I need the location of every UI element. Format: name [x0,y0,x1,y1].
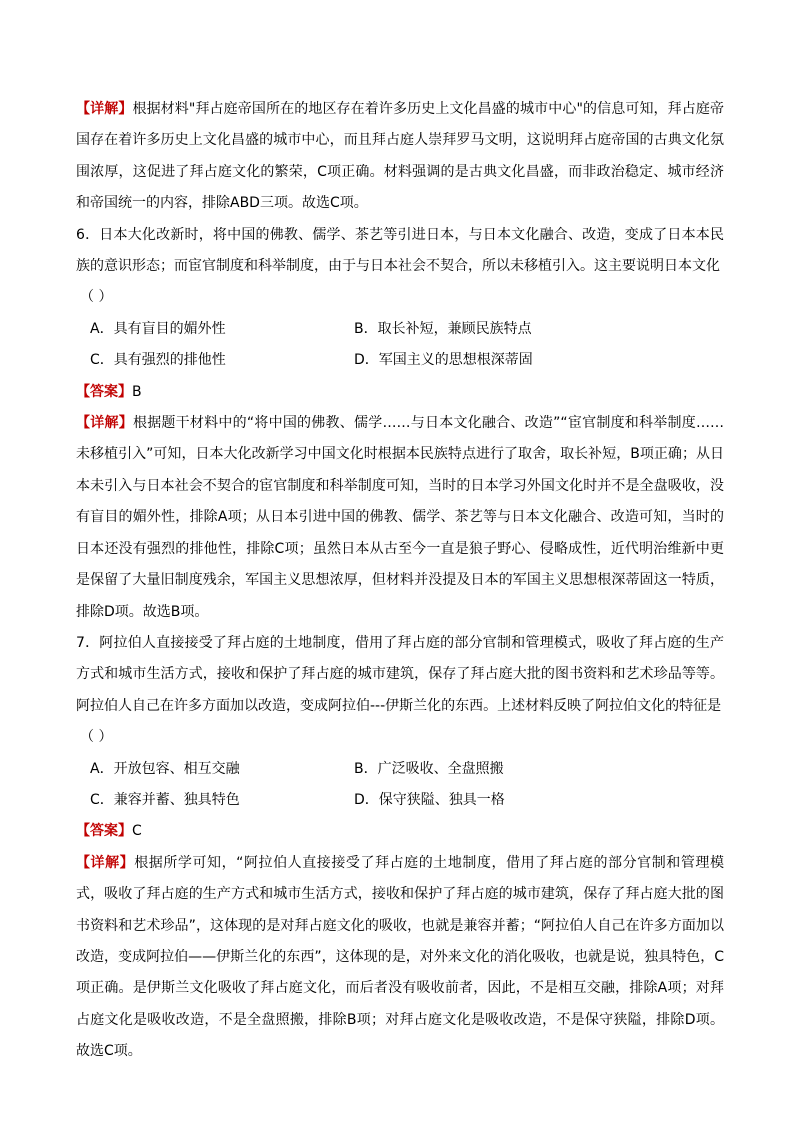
q6-stem: 6．日本大化改新时，将中国的佛教、儒学、茶艺等引进日本，与日本文化融合、改造，变成了日本本民族的意识形态；而宦官制度和科举制度，由于与日本社会不契合，所以未移植引入。这主要说明日本文化 [76,226,724,275]
answer-label: 【答案】 [76,383,132,400]
q5-explanation-paragraph [76,94,724,220]
detail-label: 【详解】 [76,854,135,871]
q7-option-b: B．广泛吸收、全盘照搬 [354,760,504,777]
q6-answer-line [76,377,724,408]
q7-option-c: C．兼容并蓄、独具特色 [90,791,240,808]
q7-option-d: D．保守狭隘、独具一格 [354,791,505,808]
q6-answer-blank: （ ） [80,289,113,306]
q6-explanation-text: 根据题干材料中的“将中国的佛教、儒学……与日本文化融合、改造”“宦官制度和科举制度……未移植引入”可知，日本大化改新学习中国文化时根据本民族特点进行了取舍，取长补短，B项正确；从日本未引入与日本社会不契合的宦官制度和科举制度可知，当时的日本学习外国文化时并不是全盘吸收，没有盲目的媚外性，排除A项；从日本引进中国的佛教、儒学、茶艺等与日本文化融合、改造可知，当时的日本还没有强烈的排他性，排除C项；虽然日本从古至今一直是狼子野心、侵略成性，近代明治维新中更是保留了大量旧制度残余，军国主义思想浓厚，但材料并没提及日本的军国主义思想根深蒂固这一特质，排除D项。故选B项。 [76,415,724,620]
q5-explanation-text: 根据材料"拜占庭帝国所在的地区存在着许多历史上文化昌盛的城市中心"的信息可知，拜占庭帝国存在着许多历史上文化昌盛的城市中心，而且拜占庭人崇拜罗马文明，这说明拜占庭帝国的古典文化氛围浓厚，这促进了拜占庭文化的繁荣，C项正确。材料强调的是古典文化昌盛，而非政治稳定、城市经济和帝国统一的内容，排除ABD三项。故选C项。 [76,101,724,212]
q7-explanation-paragraph [76,848,724,1068]
q6-option-a: A．具有盲目的媚外性 [90,320,226,337]
document-content [76,94,724,1068]
q7-answer-line [76,816,724,847]
answer-label: 【答案】 [76,823,132,840]
q6-options [76,314,724,377]
q6-option-d: D．军国主义的思想根深蒂固 [354,352,533,369]
q7-stem: 7．阿拉伯人直接接受了拜占庭的土地制度，借用了拜占庭的部分官制和管理模式，吸收了拜占庭的生产方式和城市生活方式，接收和保护了拜占庭的城市建筑，保存了拜占庭大批的图书资料和艺术珍品等等。阿拉伯人自己在许多方面加以改造，变成阿拉伯---伊斯兰化的东西。上述材料反映了阿拉伯文化的特征是 [76,634,724,714]
q6-option-c: C．具有强烈的排他性 [90,352,226,369]
detail-label: 【详解】 [76,101,133,117]
q6-answer-value: B [132,383,142,400]
q7-explanation-text: 根据所学可知，“阿拉伯人直接接受了拜占庭的土地制度，借用了拜占庭的部分官制和管理模式，吸收了拜占庭的生产方式和城市生活方式，接收和保护了拜占庭的城市建筑，保存了拜占庭大批的图书资料和艺术珍品”，这体现的是对拜占庭文化的吸收，也就是兼容并蓄；“阿拉伯人自己在许多方面加以改造，变成阿拉伯——伊斯兰化的东西”，这体现的是，对外来文化的消化吸收，也就是说，独具特色，C项正确。是伊斯兰文化吸收了拜占庭文化，而后者没有吸收前者，因此，不是相互交融，排除A项；对拜占庭文化是吸收改造，不是全盘照搬，排除B项；对拜占庭文化是吸收改造，不是保守狭隘，排除D项。故选C项。 [76,854,724,1060]
detail-label: 【详解】 [76,415,133,432]
q7-options [76,754,724,817]
q7-answer-value: C [132,823,142,840]
q6-option-b: B．取长补短，兼顾民族特点 [354,320,532,337]
q7-answer-blank: （ ） [80,729,113,746]
q7-option-a: A．开放包容、相互交融 [90,760,240,777]
q6-explanation-paragraph [76,408,724,628]
